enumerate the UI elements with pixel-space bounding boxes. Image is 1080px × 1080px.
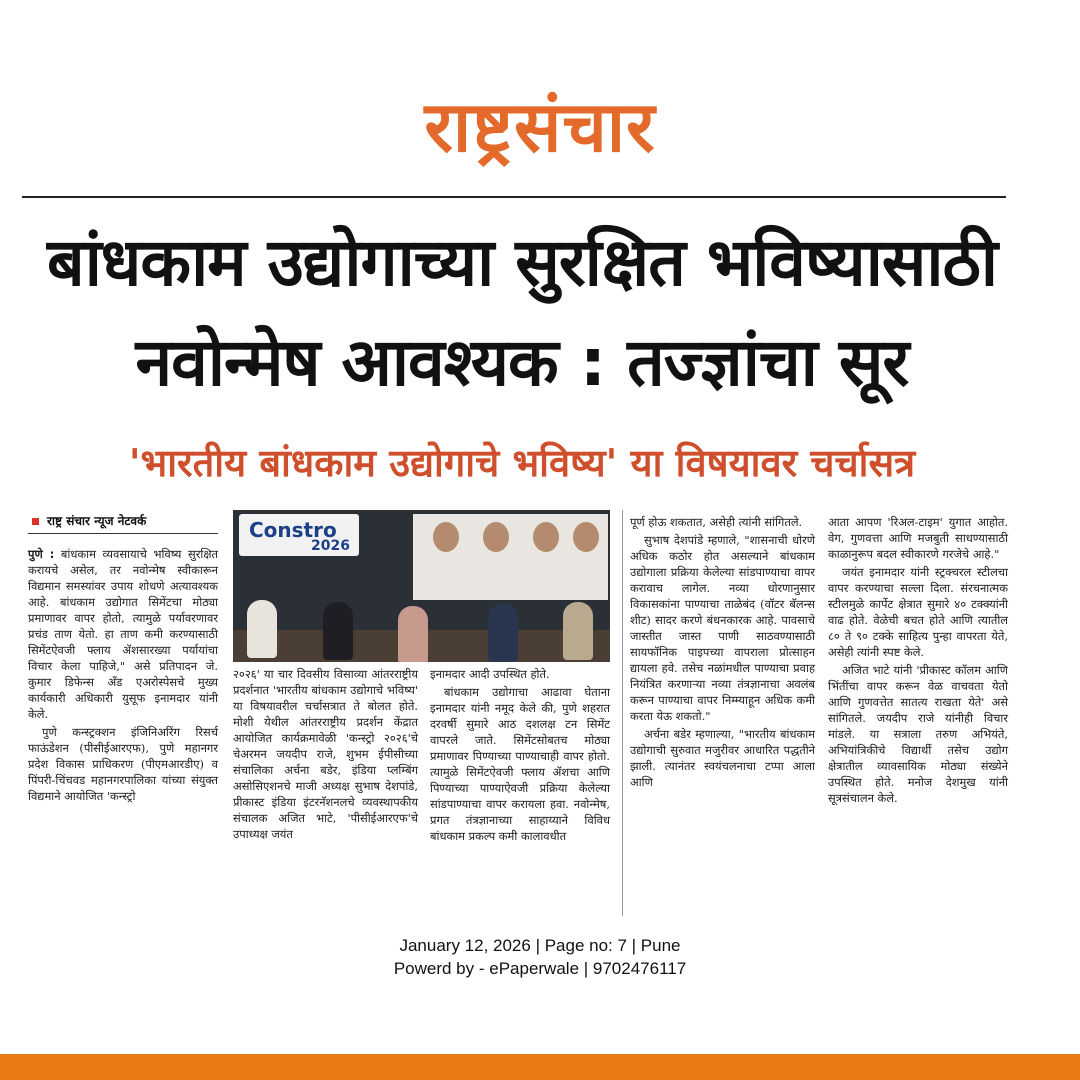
- paragraph-text: सुभाष देशपांडे म्हणाले, "शासनाची धोरणे अधिक कठोर होत असल्याने बांधकाम उद्योगाला प्रक्रिया केलेल्या सांडपाण्याचा वापर करावाच लागेल. नव्या धोरणानुसार विकासकांना पाण्याचा ताळेबंद (वॉटर बॅलन्स शीट) सादर करणे बंधनकारक आहे. पावसाचे जास्तीत जास्त पाणी साठवण्यासाठी सायफॉनिक पाइपच्या वापराला प्रोत्साहन द्यायला हवे. तसेच नळांमधील पाण्याचा प्रवाह नियंत्रित करणाऱ्या नव्या तंत्रज्ञानाचा अवलंब करून पाण्याचा वापर निम्म्याहून अधिक कमी करता येऊ शकतो.": [630, 533, 815, 723]
- bullet-square-icon: [32, 518, 39, 525]
- article-paragraph: [828, 662, 1008, 806]
- subheadline: 'भारतीय बांधकाम उद्योगाचे भविष्य' या विषयावर चर्चासत्र: [128, 441, 916, 485]
- paragraph-text: बांधकाम व्यवसायाचे भविष्य सुरक्षित करायचे असेल, तर नवोन्मेष स्वीकारून विद्यमान समस्यांवर उपाय शोधणे अत्यावश्यक आहे. बांधकाम उद्योगात सिमेंटचा मोठ्या प्रमाणावर वापर होतो, त्यामुळे पर्यावरणावर प्रचंड ताण येतो. हा ताण कमी करण्यासाठी सिमेंटऐवजी फ्लाय ॲशसारख्या पर्यायांचा विचार केला पाहिजे," असे प्रतिपादन जे. कुमार डिफेन्स ॲंड एअरोस्पेसचे मुख्य कार्यकारी अधिकारी युसूफ इनामदार यांनी केले.: [28, 547, 219, 721]
- article-column-5: [828, 514, 1008, 916]
- paragraph-text: अजित भाटे यांनी 'प्रीकास्ट कॉलम आणि भिंतींचा वापर करून वेळ वाचवता येतो आणि गुणवत्तेत सातत्य राखता येते' असे सांगितले. जयदीप राजे यांनीही विचार मांडले. या सत्राला तरुण अभियंते, अभियांत्रिकीचे विद्यार्थी तसेच उद्योग क्षेत्रातील व्यावसायिक मोठ्या संख्येने उपस्थित होते. मनोज देशमुख यांनी सूत्रसंचालन केले.: [828, 663, 1008, 805]
- article-paragraph: [430, 684, 610, 844]
- article-column-4: [630, 514, 815, 916]
- event-photo: [233, 510, 610, 662]
- article-paragraph: [28, 724, 218, 804]
- footer-date-line: January 12, 2026 | Page no: 7 | Pune: [399, 936, 681, 955]
- article-paragraph: [630, 514, 815, 530]
- speaker-portrait: [483, 522, 509, 552]
- logo-year: 2026: [311, 538, 350, 554]
- paragraph-text: पुणे कन्स्ट्रक्शन इंजिनिअरिंग रिसर्च फाऊंडेशन (पीसीईआरएफ), पुणे महानगर प्रदेश विकास प्राधिकरण (पीएमआरडीए) व पिंपरी-चिंचवड महानगरपालिका यांच्या संयुक्त विद्यमाने आयोजित 'कन्स्ट्रो: [28, 725, 218, 803]
- article-paragraph: [28, 546, 218, 722]
- speaker-portrait: [433, 522, 459, 552]
- headline-line-1: बांधकाम उद्योगाच्या सुरक्षित भविष्यासाठी: [47, 224, 997, 301]
- article-paragraph: [430, 666, 610, 682]
- speaker-portrait: [573, 522, 599, 552]
- panelist: [488, 604, 518, 662]
- article-column-2: [233, 666, 418, 916]
- article-paragraph: [630, 532, 815, 724]
- column-divider: [622, 510, 623, 916]
- dateline: पुणे :: [28, 547, 55, 561]
- masthead-divider: [22, 196, 1006, 198]
- article-column-3: [430, 666, 610, 916]
- speaker-portrait: [533, 522, 559, 552]
- footer-powered-line: Powerd by - ePaperwale | 9702476117: [393, 959, 687, 978]
- paragraph-text: पूर्ण होऊ शकतात, असेही त्यांनी सांगितले.: [630, 515, 803, 529]
- stage-screen: [413, 514, 608, 600]
- bottom-accent-bar: [0, 1054, 1080, 1080]
- panelist: [398, 606, 428, 662]
- paragraph-text: २०२६' या चार दिवसीय विसाव्या आंतरराष्ट्रीय प्रदर्शनात 'भारतीय बांधकाम उद्योगाचे भविष्य' या विषयावरील चर्चासत्रात ते बोलत होते. मोशी येथील आंतरराष्ट्रीय प्रदर्शन केंद्रात आयोजित कार्यक्रमावेळी 'कन्स्ट्रो २०२६'चे चेअरमन जयदीप राजे, शुभम ईपीसीच्या संचालिका अर्चना बडेर, इंडिया प्लम्बिंग असोसिएशनचे माजी अध्यक्ष सुभाष देशपांडे, प्रीकास्ट इंडिया इंटरनॅशनलचे व्यवस्थापकीय संचालक अजित भाटे, 'पीसीईआरएफ'चे उपाध्यक्ष जयंत: [233, 667, 418, 841]
- article-paragraph: [630, 726, 815, 790]
- article-paragraph: [828, 564, 1008, 660]
- paragraph-text: आता आपण 'रिअल-टाइम' युगात आहोत. वेग, गुणवत्ता आणि मजबुती साधण्यासाठी काळानुरूप बदल स्वीकारणे गरजेचे आहे.": [828, 515, 1008, 561]
- headline-line-2: नवोन्मेष आवश्यक : तज्ज्ञांचा सूर: [135, 324, 909, 401]
- article-paragraph: [233, 666, 418, 842]
- byline-divider: [28, 533, 218, 534]
- panelist: [247, 600, 277, 658]
- paragraph-text: अर्चना बडेर म्हणाल्या, "भारतीय बांधकाम उद्योगाची सुरुवात मजुरीवर आधारित पद्धतीने झाली. त्यानंतर स्वयंचलनाचा टप्पा आला आणि: [630, 727, 815, 789]
- masthead-logo: राष्ट्रसंचार: [424, 86, 656, 168]
- panelist: [563, 602, 593, 660]
- panelist: [323, 602, 353, 660]
- article-paragraph: [828, 514, 1008, 562]
- paragraph-text: जयंत इनामदार यांनी स्ट्रक्चरल स्टीलचा वापर करण्याचा सल्ला दिला. संरचनात्मक स्टीलमुळे कार्पेट क्षेत्रात सुमारे ४० टक्क्यांनी वाढ होते. वेळेची बचत होते आणि त्यातील ८० ते ९० टक्के साहित्य पुन्हा वापरता येते, असेही त्यांनी स्पष्ट केले.: [828, 565, 1008, 659]
- article-column-1: [28, 546, 218, 916]
- constro-logo: [239, 514, 359, 556]
- logo-text: Constro: [249, 518, 337, 542]
- paragraph-text: इनामदार आदी उपस्थित होते.: [430, 667, 550, 681]
- byline: [32, 512, 146, 529]
- paragraph-text: बांधकाम उद्योगाचा आढावा घेताना इनामदार यांनी नमूद केले की, पुणे शहरात दरवर्षी सुमारे आठ दशलक्ष टन सिमेंट वापरले जाते. सिमेंटसोबतच मोठ्या प्रमाणावर पिण्याच्या पाण्याचाही वापर होतो. त्यामुळे सिमेंटऐवजी फ्लाय ॲशचा आणि पिण्याच्या पाण्याऐवजी प्रक्रिया केलेल्या सांडपाण्याचा वापर करायला हवा. नवोन्मेष, प्रगत तंत्रज्ञानाच्या साहाय्याने विविध बांधकाम प्रकल्प कमी कालावधीत: [430, 685, 610, 843]
- byline-text: राष्ट्र संचार न्यूज नेटवर्क: [47, 514, 147, 528]
